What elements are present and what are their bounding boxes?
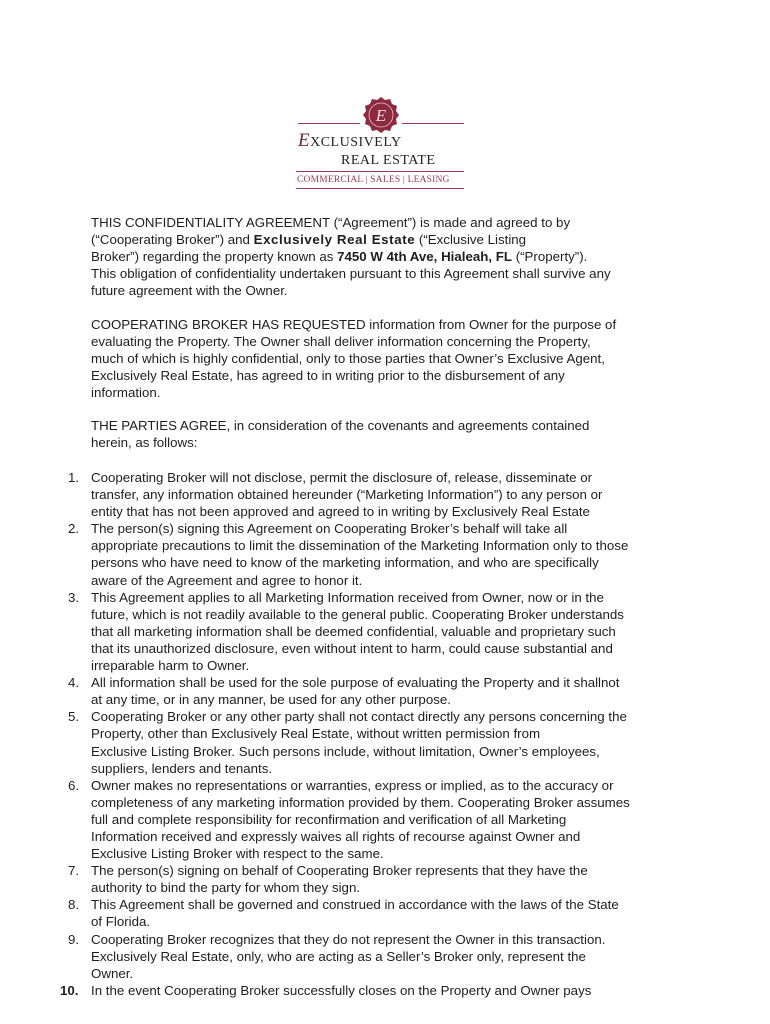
list-item-number: 4. <box>68 675 80 691</box>
logo-rule <box>298 123 360 124</box>
list-item-text: appropriate precautions to limit the dissemination of the Marketing Information only to those <box>91 538 629 554</box>
logo-name-line1: EXCLUSIVELY <box>298 130 402 151</box>
seal-letter: E <box>375 106 387 125</box>
list-item-text: Cooperating Broker or any other party shall not contact directly any persons concerning the <box>91 709 627 725</box>
list-item <box>60 896 700 930</box>
list-item-number: 9. <box>68 931 80 947</box>
list-item-text: that its unauthorized disclosure, even without intent to harm, could cause substantial and <box>91 640 613 656</box>
list-item-text: All information shall be used for the sole purpose of evaluating the Property and it shallnot <box>91 675 620 691</box>
list-item <box>60 931 700 982</box>
list-item-text: Owner makes no representations or warranties, express or implied, as to the accuracy or <box>91 777 614 793</box>
list-item-text: Exclusive Listing Broker. Such persons include, without limitation, Owner’s employees, <box>91 743 600 759</box>
list-item-text: transfer, any information obtained hereunder (“Marketing Information”) to any person or <box>91 487 603 503</box>
list-item-text: at any time, or in any manner, be used for any other purpose. <box>91 692 451 708</box>
list-item-text: completeness of any marketing information provided by them. Cooperating Broker assumes <box>91 794 630 810</box>
property-address: 7450 W 4th Ave, Hialeah, FL <box>337 249 512 264</box>
list-item-text: suppliers, lenders and tenants. <box>91 760 273 776</box>
list-item-text: of Florida. <box>91 914 151 930</box>
list-item-text: that all marketing information shall be deemed confidential, valuable and proprietary such <box>91 623 616 639</box>
list-item-number: 5. <box>68 709 80 725</box>
list-item-text: irreparable harm to Owner. <box>91 658 250 674</box>
list-item-text: In the event Cooperating Broker successfully closes on the Property and Owner pays <box>91 982 592 998</box>
list-item-number: 1. <box>68 470 80 485</box>
list-item-number: 6. <box>68 777 80 793</box>
request-paragraph: COOPERATING BROKER HAS REQUESTED information from Owner for the purpose of evaluating the Property. The Owner shall deliver information concerning the Property, much of which is highly confidential, only to those parties that Owner’s Exclusive Agent, Exclusively Real Estate, has agreed to in writing prior to the disbursement of any information. <box>91 317 617 400</box>
list-item <box>60 674 700 708</box>
list-item <box>60 982 700 999</box>
logo-name-line2: REAL ESTATE <box>341 153 436 168</box>
list-item <box>60 520 700 588</box>
seal-icon <box>362 96 400 134</box>
logo-rule <box>296 171 464 172</box>
intro-paragraph: THIS CONFIDENTIALITY AGREEMENT (“Agreement”) is made and agreed to by (“Cooperating Broker”) and Exclusively Real Estate (“Exclusive Listing Broker”) regarding the property known as 7450 W 4th Ave, Hialeah, FL (“Property”). This obligation of confidentiality undertaken pursuant to this Agreement shall survive any future agreement with the Owner. <box>91 215 611 298</box>
list-item-text: Owner. <box>91 965 134 981</box>
list-item-text: Exclusive Listing Broker with respect to the same. <box>91 846 384 862</box>
list-item-text: future, which is not readily available to the general public. Cooperating Broker understands <box>91 606 624 622</box>
list-item-text: Exclusively Real Estate, only, who are acting as a Seller’s Broker only, represent the <box>91 948 586 964</box>
terms-list <box>60 469 700 999</box>
list-item-text: The person(s) signing on behalf of Cooperating Broker represents that they have the <box>91 863 588 879</box>
list-item <box>60 862 700 896</box>
list-item-text: This Agreement applies to all Marketing Information received from Owner, now or in the <box>91 589 604 605</box>
list-item-text: This Agreement shall be governed and construed in accordance with the laws of the State <box>91 897 619 913</box>
agreement-paragraph: THE PARTIES AGREE, in consideration of the covenants and agreements contained herein, as follows: <box>91 418 590 450</box>
logo-rule <box>296 188 464 189</box>
list-item-text: The person(s) signing this Agreement on Cooperating Broker’s behalf will take all <box>91 521 568 537</box>
list-item <box>60 469 700 520</box>
logo-tagline: COMMERCIAL | SALES | LEASING <box>297 175 450 185</box>
list-item-text: Cooperating Broker will not disclose, permit the disclosure of, release, disseminate or <box>91 470 593 485</box>
list-item-text: Cooperating Broker recognizes that they do not represent the Owner in this transaction. <box>91 931 606 947</box>
company-logo <box>294 96 466 190</box>
list-item-number: 3. <box>68 589 80 605</box>
list-item-number: 2. <box>68 521 80 537</box>
list-item <box>60 708 700 776</box>
list-item-text: full and complete responsibility for reconfirmation and verification of all Marketing <box>91 811 567 827</box>
list-item <box>60 777 700 862</box>
list-item-text: Information received and expressly waives all rights of recourse against Owner and <box>91 828 581 844</box>
list-item-number: 10. <box>60 982 79 998</box>
listing-broker-name: Exclusively Real Estate <box>253 232 416 247</box>
list-item-number: 7. <box>68 863 80 879</box>
list-item <box>60 589 700 674</box>
logo-rule <box>402 123 464 124</box>
list-item-text: entity that has not been approved and agreed to in writing by Exclusively Real Estate <box>91 504 590 520</box>
list-item-text: persons who have need to know of the marketing information, and who are specifically <box>91 555 599 571</box>
list-item-text: aware of the Agreement and agree to honor it. <box>91 572 363 588</box>
list-item-number: 8. <box>68 897 80 913</box>
list-item-text: authority to bind the party for whom they sign. <box>91 880 361 896</box>
list-item-text: Property, other than Exclusively Real Estate, without written permission from <box>91 726 541 742</box>
